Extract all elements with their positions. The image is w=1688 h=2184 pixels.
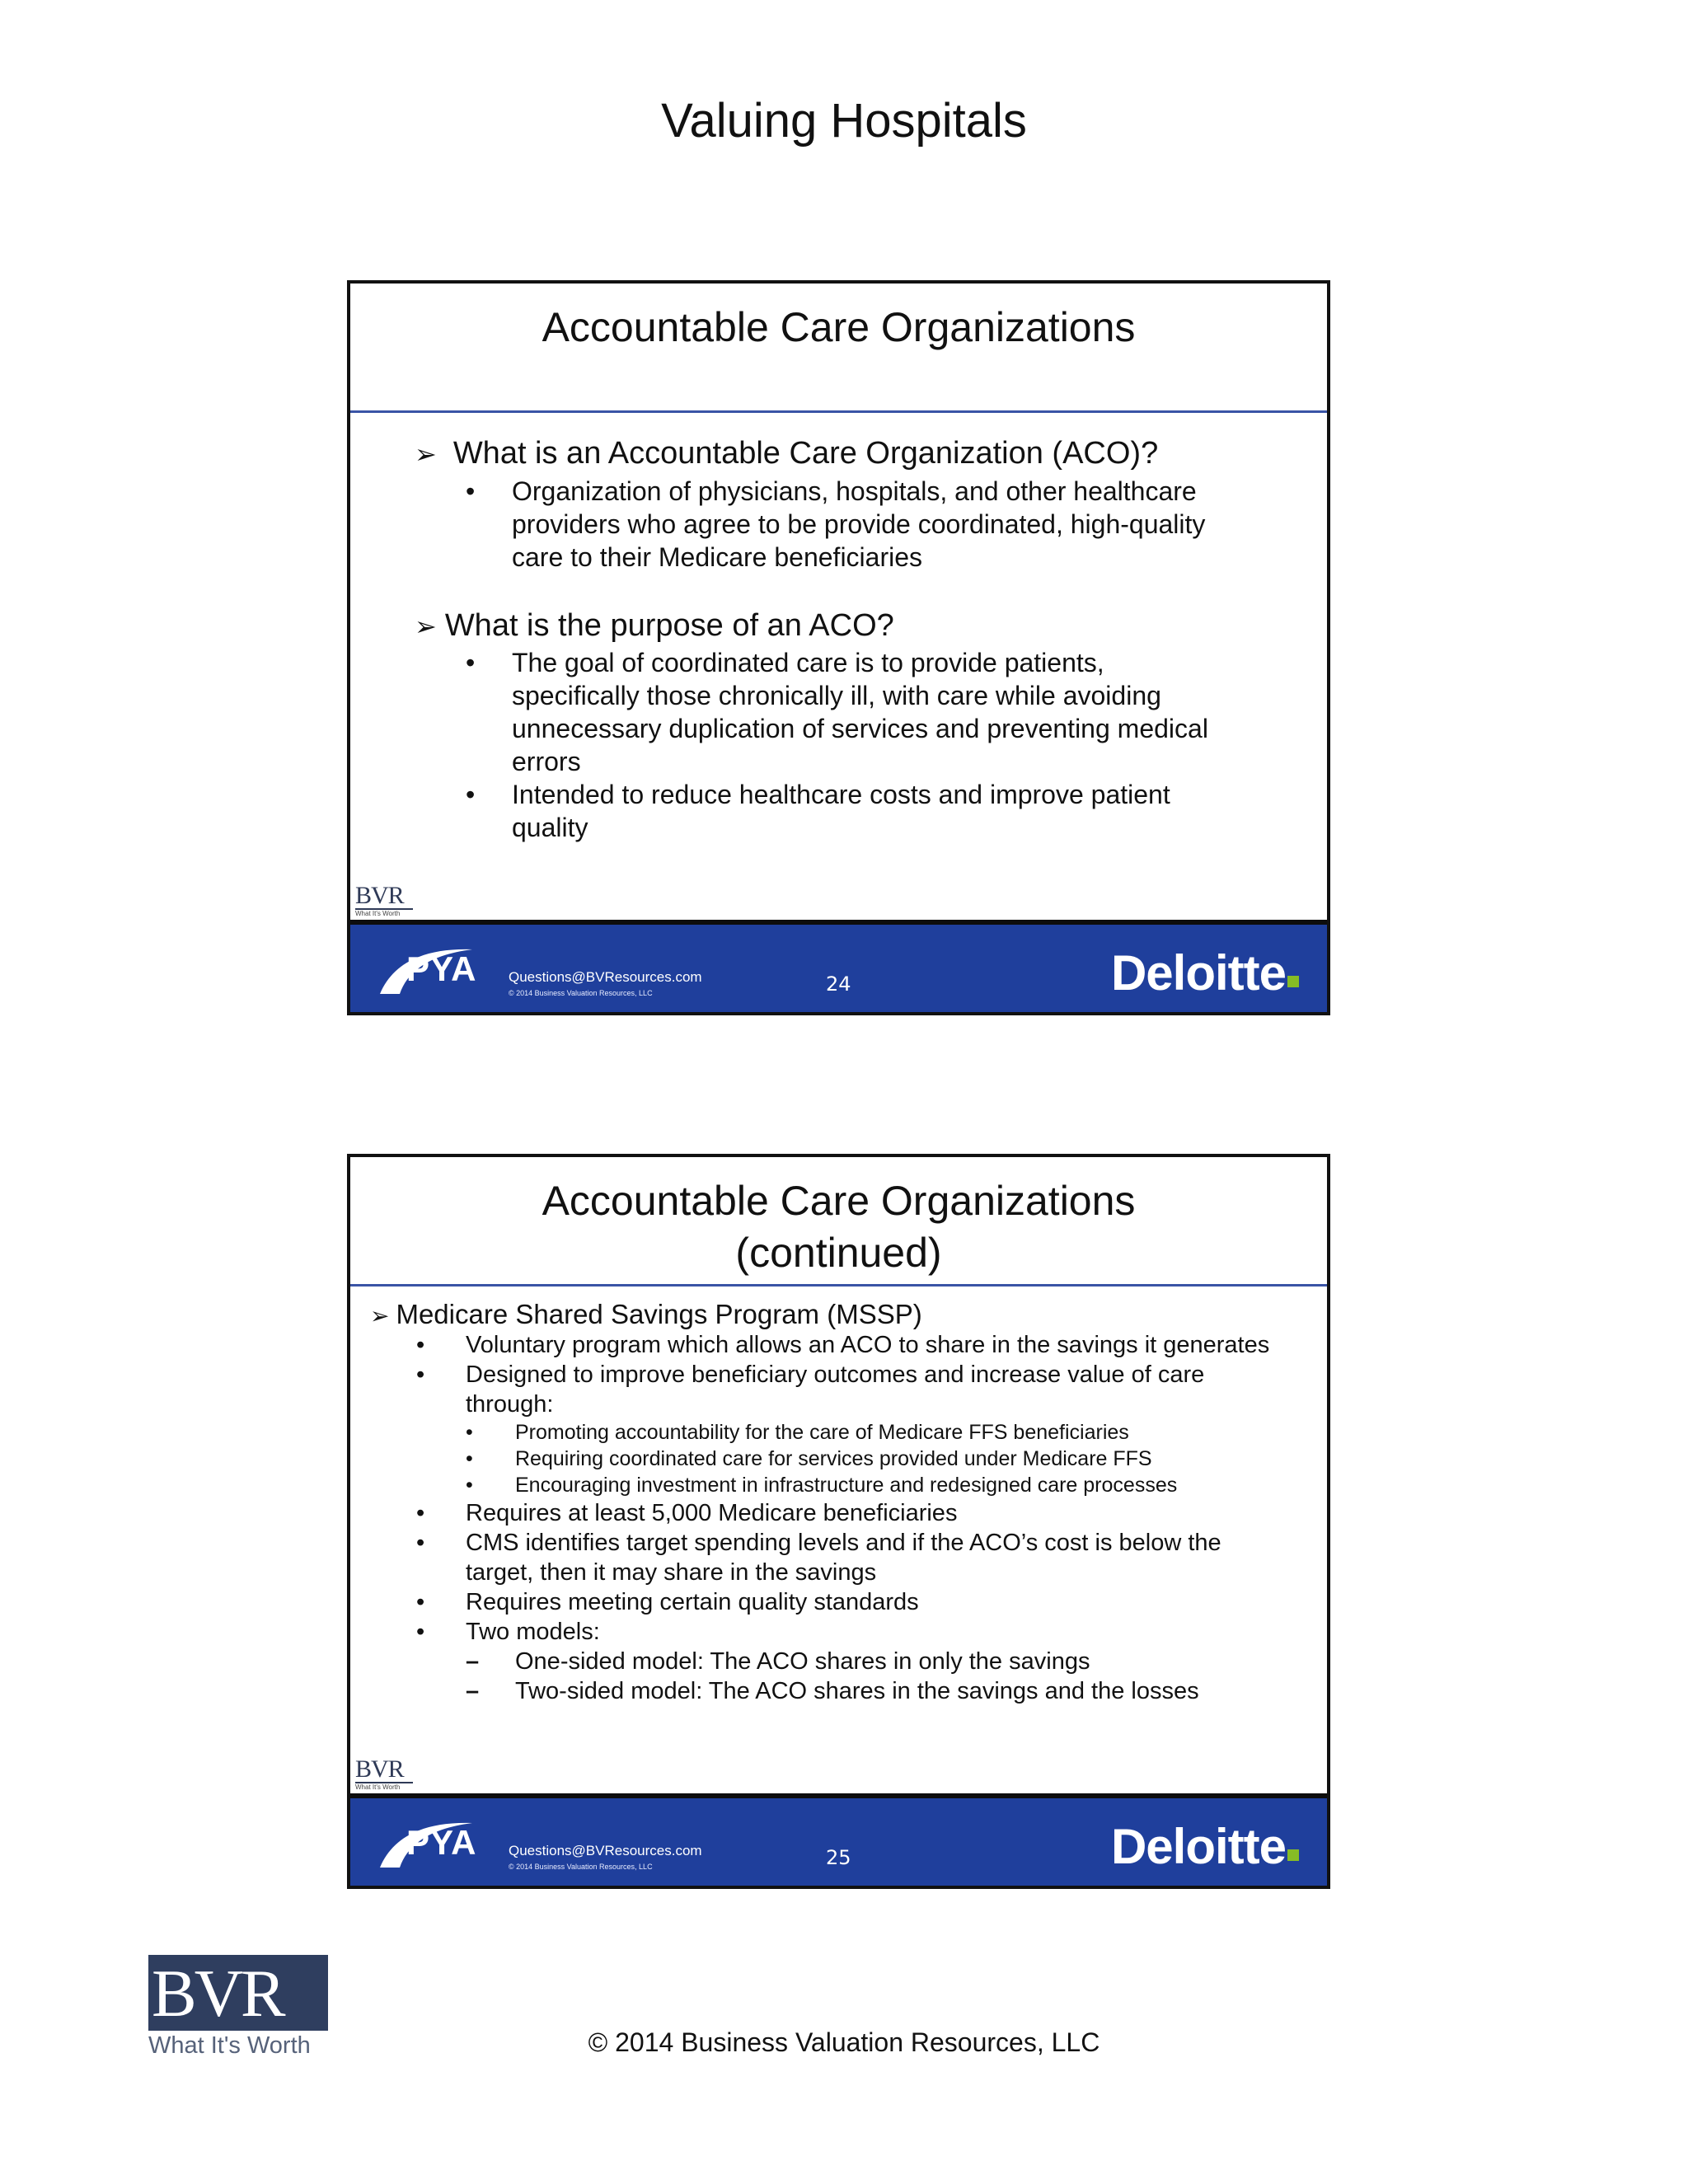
sub-list-item: – One-sided model: The ACO shares in only the savings	[466, 1648, 1090, 1675]
list-item: • CMS identifies target spending levels and if the ACO’s cost is below the	[416, 1530, 1221, 1556]
footer-email[interactable]: Questions@BVResources.com	[509, 1843, 702, 1858]
section-heading: ➢ Medicare Shared Savings Program (MSSP)	[370, 1299, 922, 1332]
arrow-bullet-icon: ➢	[415, 439, 437, 469]
sub-list-item: • Encouraging investment in infrastructure and redesigned care processes	[466, 1474, 1178, 1497]
footer-email[interactable]: Questions@BVResources.com	[509, 969, 702, 985]
bvr-logo-box: BVR	[148, 1955, 328, 2031]
bullet-icon: •	[416, 1361, 425, 1388]
pya-logo: PYA	[406, 949, 477, 988]
bullet-icon: •	[466, 1421, 473, 1444]
slide-footer	[350, 1793, 1327, 1886]
bullet-icon: •	[416, 1619, 425, 1645]
bullet-icon: •	[466, 476, 476, 506]
slide-25	[347, 1154, 1330, 1889]
sub-list-item: – Two-sided model: The ACO shares in the savings and the losses	[466, 1678, 1199, 1704]
bullet-icon: •	[416, 1530, 425, 1556]
list-item-continued: through:	[466, 1391, 554, 1418]
answer-1-bullet: • Organization of physicians, hospitals, and other healthcare providers who agree to be provide coordinated, high-quality care to their Medicare beneficiaries	[466, 476, 1206, 572]
list-item: • Requires at least 5,000 Medicare beneficiaries	[416, 1500, 958, 1526]
pya-logo: PYA	[406, 1823, 477, 1862]
slide-24	[347, 280, 1330, 1015]
question-2: ➢ What is the purpose of an ACO?	[415, 608, 894, 643]
bullet-icon: •	[416, 1332, 425, 1358]
footer-copyright: © 2014 Business Valuation Resources, LLC	[509, 1863, 653, 1871]
answer-2-bullet-1: • The goal of coordinated care is to provide patients, specifically those chronically ill, with care while avoiding unnecessary duplication of services and preventing medical errors	[466, 648, 1208, 776]
arrow-bullet-icon: ➢	[415, 612, 437, 641]
bullet-icon: •	[416, 1500, 425, 1526]
sub-list-item: • Promoting accountability for the care of Medicare FFS beneficiaries	[466, 1421, 1129, 1444]
page-copyright: © 2014 Business Valuation Resources, LLC	[588, 2027, 1100, 2057]
dash-bullet-icon: –	[466, 1678, 480, 1704]
page-title: Valuing Hospitals	[661, 94, 1027, 148]
slide-footer	[350, 920, 1327, 1012]
arrow-bullet-icon: ➢	[370, 1303, 390, 1329]
bvr-small-logo: BVR What It's Worth	[355, 883, 415, 916]
deloitte-logo: Deloitte	[1110, 1819, 1286, 1874]
answer-2-bullet-2: • Intended to reduce healthcare costs and improve patient quality	[466, 780, 1170, 842]
sub-list-item: • Requiring coordinated care for services provided under Medicare FFS	[466, 1447, 1152, 1470]
footer-copyright: © 2014 Business Valuation Resources, LLC	[509, 989, 653, 997]
list-item: • Designed to improve beneficiary outcomes and increase value of care	[416, 1361, 1205, 1388]
list-item: • Voluntary program which allows an ACO to share in the savings it generates	[416, 1332, 1270, 1358]
bullet-icon: •	[466, 648, 476, 677]
slide-title: Accountable Care Organizations	[542, 304, 1136, 350]
bvr-small-logo: BVR What It's Worth	[355, 1757, 415, 1790]
title-divider	[350, 410, 1327, 413]
slide-page-number: 24	[826, 972, 851, 996]
deloitte-logo: Deloitte	[1110, 945, 1286, 1001]
bvr-tagline: What It's Worth	[148, 2032, 311, 2059]
slide-page-number: 25	[826, 1846, 851, 1869]
list-item: • Requires meeting certain quality standards	[416, 1589, 919, 1615]
deloitte-dot-icon	[1287, 1849, 1299, 1861]
list-item: • Two models:	[416, 1619, 600, 1645]
bullet-icon: •	[466, 1474, 473, 1497]
list-item-continued: target, then it may share in the savings	[466, 1559, 877, 1586]
question-1: ➢ What is an Accountable Care Organization (ACO)?	[415, 436, 1159, 471]
bullet-icon: •	[466, 780, 476, 809]
bullet-icon: •	[416, 1589, 425, 1615]
deloitte-dot-icon	[1287, 976, 1299, 987]
title-divider	[350, 1284, 1327, 1286]
slide-title: Accountable Care Organizations	[542, 1178, 1136, 1224]
bullet-icon: •	[466, 1447, 473, 1470]
dash-bullet-icon: –	[466, 1648, 480, 1675]
slide-subtitle: (continued)	[735, 1230, 942, 1276]
